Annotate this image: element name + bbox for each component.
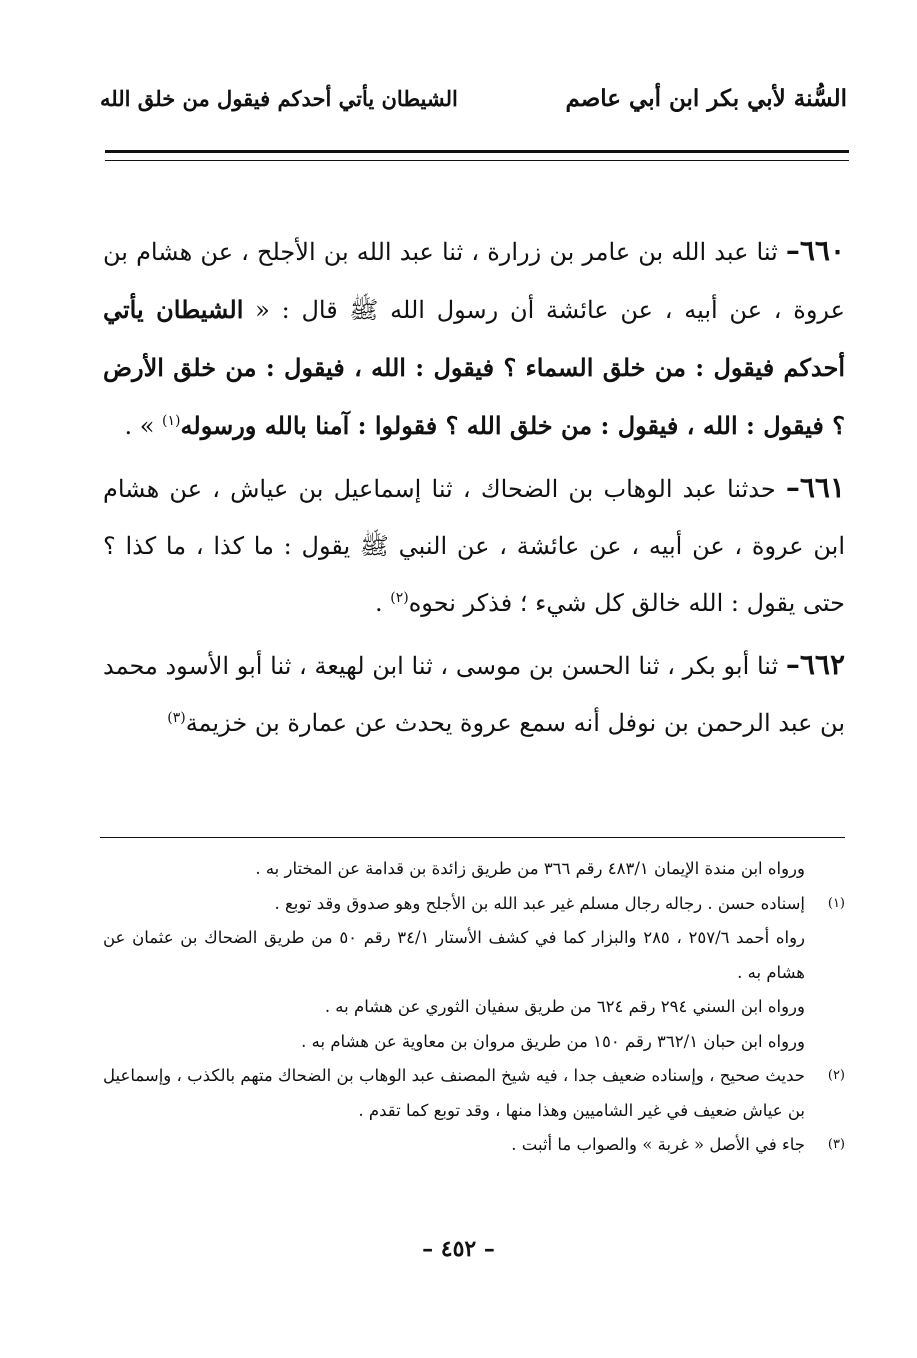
footnote-text: ورواه ابن حبان ٣٦٢/١ رقم ١٥٠ من طريق مروان بن معاوية عن هشام به . — [301, 1031, 805, 1051]
footnote-mark: (١) — [827, 895, 845, 911]
hadith-660: ٦٦٠– ثنا عبد الله بن عامر بن زرارة ، ثنا عبد الله بن الأجلح ، عن هشام بن عروة ، عن أبيه ، عن عائشة أن رسول الله ﷺ قال : « الشيطان يأتي أحدكم فيقول : من خلق السماء ؟ فيقول : الله ، فيقول : من خلق الأرض ؟ فيقول : الله ، فيقول : من خلق الله ؟ فقولوا : آمنا بالله ورسوله$^{(١)}$ » . — [103, 234, 845, 440]
chapter-title: الشيطان يأتي أحدكم فيقول من خلق الله — [100, 85, 458, 111]
hadith-text: ثنا أبو بكر ، ثنا الحسن بن موسى ، ثنا ابن لهيعة ، ثنا أبو الأسود محمد بن عبد الرحمن بن نوفل أنه سمع عروة يحدث عن عمارة بن خزيمة — [103, 652, 845, 737]
footnote-text: إسناده حسن . رجاله رجال مسلم غير عبد الله بن الأجلح وهو صدوق وقد توبع . — [274, 893, 805, 913]
footnote-ref: (١) — [162, 413, 181, 429]
footnote-mark — [805, 852, 845, 887]
footnote-text: حديث صحيح ، وإسناده ضعيف جدا ، فيه شيخ المصنف عبد الوهاب بن الضحاك متهم بالكذب ، وإسماعيل بن عياش ضعيف في غير الشاميين وهذا منها ، وقد توبع كما تقدم . — [103, 1066, 805, 1120]
running-header — [100, 78, 847, 118]
footnote-mark — [805, 921, 845, 990]
hadith-text: . — [375, 589, 391, 617]
footnote-ref: (٣) — [167, 710, 186, 726]
footnote-mark — [805, 990, 845, 1025]
footnote-row — [103, 921, 845, 990]
footnote-text: ورواه ابن السني ٢٩٤ رقم ٦٢٤ من طريق سفيان الثوري عن هشام به . — [324, 997, 805, 1016]
footnote-text: رواه أحمد ٢٥٧/٦ ، ٢٨٥ والبزار كما في كشف الأستار ٣٤/١ رقم ٥٠ من طريق الضحاك بن عثمان عن هشام به . — [103, 928, 806, 982]
main-text — [103, 222, 845, 752]
page-number: – ٤٥٢ – — [422, 1236, 495, 1262]
footnote-row — [103, 990, 845, 1025]
footnote-row — [103, 1025, 845, 1060]
footnote-mark — [805, 1025, 845, 1060]
hadith-number: ٦٦٢ — [799, 648, 845, 681]
footnote-mark: (٢) — [827, 1068, 845, 1083]
footnote-row — [103, 1128, 845, 1163]
footnote-text: ورواه ابن مندة الإيمان ٤٨٣/١ رقم ٣٦٦ من طريق زائدة بن قدامة عن المختار به . — [255, 859, 805, 878]
footnote-row — [103, 1059, 845, 1128]
footnotes — [103, 852, 845, 1163]
hadith-matn: الشيطان يأتي أحدكم فيقول : من خلق السماء ؟ فيقول : الله ، فيقول : من خلق الأرض ؟ فيقول : الله ، فيقول : من خلق الله ؟ فقولوا : آمنا بالله ورسوله — [103, 295, 845, 440]
book-title: السُّنة لأبي بكر ابن أبي عاصم — [565, 84, 847, 112]
hadith-text: ثنا عبد الله بن عامر بن زرارة ، ثنا عبد الله بن الأجلح ، عن هشام بن عروة ، عن أبيه ، عن عائشة أن رسول الله ﷺ قال : « — [103, 238, 845, 324]
footnote-row — [103, 852, 845, 887]
hadith-number: ٦٦١ — [799, 471, 845, 504]
hadith-661: ٦٦١– حدثنا عبد الوهاب بن الضحاك ، ثنا إسماعيل بن عياش ، عن هشام ابن عروة ، عن أبيه ، عن عائشة ، عن النبي ﷺ يقول : ما كذا ، ما كذا ؟ حتى يقول : الله خالق كل شيء ؛ فذكر نحوه$^{(٢)}$ . — [103, 471, 845, 617]
hadith-text: » . — [124, 412, 163, 440]
footnote-mark: (٣) — [827, 1137, 845, 1152]
header-rule-thin — [105, 160, 849, 161]
hadith-text: حدثنا عبد الوهاب بن الضحاك ، ثنا إسماعيل بن عياش ، عن هشام ابن عروة ، عن أبيه ، عن عائشة ، عن النبي ﷺ يقول : ما كذا ، ما كذا ؟ حتى يقول : الله خالق كل شيء ؛ فذكر نحوه — [103, 475, 845, 617]
footnote-row — [103, 887, 845, 922]
footnote-text: جاء في الأصل « غربة » والصواب ما أثبت . — [511, 1135, 805, 1154]
hadith-number: ٦٦٠ — [799, 234, 845, 267]
footnote-rule — [100, 837, 845, 838]
hadith-662: ٦٦٢– ثنا أبو بكر ، ثنا الحسن بن موسى ، ثنا ابن لهيعة ، ثنا أبو الأسود محمد بن عبد الرحمن بن نوفل أنه سمع عروة يحدث عن عمارة بن خزيمة$^{(٣)}$ — [103, 648, 845, 737]
footnote-ref: (٢) — [390, 590, 409, 606]
header-rule-thick — [105, 150, 849, 153]
